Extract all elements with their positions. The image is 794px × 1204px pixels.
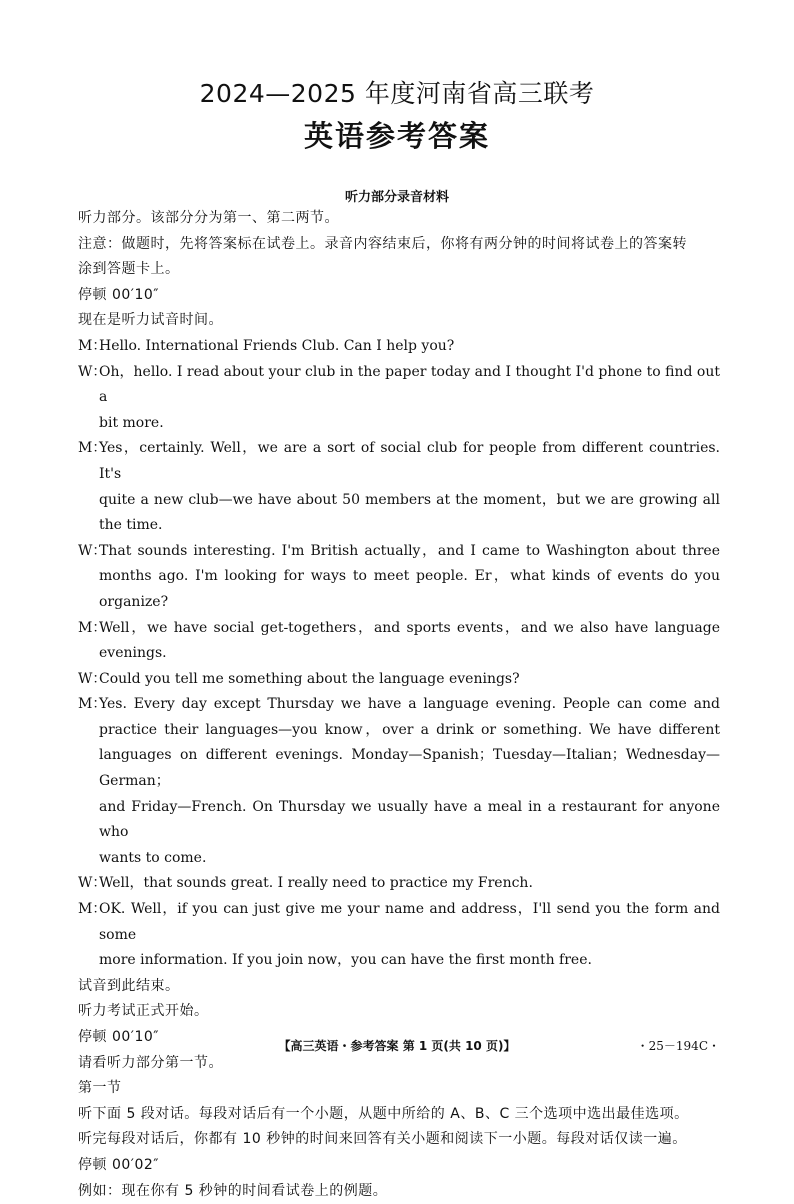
section-title: 听力部分录音材料 — [344, 190, 449, 205]
dialogue-line: and Friday—French. On Thursday we usually have a meal in a restaurant for anyone who — [99, 798, 720, 841]
pause-marker: 停顿 00′10″ — [78, 286, 159, 303]
intro-line: 听力部分。该部分分为第一、第二两节。 — [78, 210, 339, 226]
dialogue-line: Yes，certainly. Well，we are a sort of social club for people from different countries. It's — [99, 440, 720, 482]
speaker-label: W： — [78, 875, 107, 892]
instruction-line: 例如：现在你有 5 秒钟的时间看试卷上的例题。 — [78, 1182, 388, 1199]
intro-line: 现在是听力试音时间。 — [78, 312, 223, 329]
dialogue-turn — [78, 692, 720, 871]
speaker-label: M： — [78, 440, 107, 457]
instruction-line: 听完每段对话后，你都有 10 秒钟的时间来回答有关小题和阅读下一小题。每段对话仅读一遍。 — [78, 1131, 687, 1148]
document-title: 英语参考答案 — [303, 119, 490, 153]
dialogue-turn — [78, 334, 720, 360]
dialogue-line: months ago. I'm looking for ways to meet people. Er，what kinds of events do you organize? — [99, 568, 720, 610]
dialogue-line: OK. Well，if you can just give me your name and address，I'll send you the form and some — [99, 901, 720, 943]
dialogue-turn — [78, 539, 720, 616]
dialogue-line: That sounds interesting. I'm British actually，and I came to Washington about three — [99, 542, 720, 559]
dialogue-turn — [78, 360, 720, 437]
pause-marker: 停顿 00′10″ — [78, 1029, 159, 1045]
dialogue-line: evenings. — [99, 645, 167, 662]
exam-title: 2024—2025 年度河南省高三联考 — [199, 79, 595, 108]
dialogue-line: Yes. Every day except Thursday we have a language evening. People can come and — [99, 696, 720, 713]
dialogue-line: bit more. — [99, 414, 164, 431]
dialogue-line: Hello. International Friends Club. Can I help you? — [99, 337, 455, 354]
dialogue-line: languages on different evenings. Monday—Spanish；Tuesday—Italian；Wednesday—German； — [99, 747, 720, 790]
page-footer — [0, 1037, 794, 1057]
dialogue-line: wants to come. — [99, 849, 207, 866]
section-heading: 第一节 — [78, 1080, 122, 1097]
dialogue-turn — [78, 436, 720, 538]
speaker-label: W： — [78, 363, 107, 380]
speaker-label: W： — [78, 542, 107, 559]
dialogue-line: Could you tell me something about the language evenings? — [99, 670, 520, 687]
dialogue-turn — [78, 897, 720, 974]
instruction-line: 请看听力部分第一节。 — [78, 1054, 223, 1071]
dialogue-line: quite a new club—we have about 50 members at the moment，but we are growing all the time. — [99, 491, 720, 534]
speaker-label: M： — [78, 619, 107, 636]
dialogue-line: Oh，hello. I read about your club in the paper today and I thought I'd phone to find out a — [99, 363, 720, 406]
dialogue-turn — [78, 871, 720, 897]
speaker-label: M： — [78, 337, 107, 354]
dialogue-line: Well，that sounds great. I really need to practice my French. — [99, 875, 533, 892]
instruction-line: 试音到此结束。 — [78, 977, 180, 994]
speaker-label: M： — [78, 901, 107, 918]
footer-code: ・25－194C・ — [636, 1039, 720, 1053]
dialogue-turn — [78, 667, 720, 693]
speaker-label: M： — [78, 696, 107, 713]
instruction-line: 听力考试正式开始。 — [78, 1003, 209, 1020]
dialogue-turn — [78, 616, 720, 667]
dialogue-line: more information. If you join now，you can have the first month free. — [99, 952, 592, 969]
dialogue-line: practice their languages—you know，over a drink or something. We have different — [99, 721, 720, 738]
instruction-line: 听下面 5 段对话。每段对话后有一个小题，从题中所给的 A、B、C 三个选项中选出最佳选项。 — [78, 1105, 689, 1122]
intro-line: 涂到答题卡上。 — [78, 261, 180, 278]
speaker-label: W： — [78, 670, 107, 687]
dialogue-line: Well，we have social get-togethers，and sports events，and we also have language — [99, 619, 720, 636]
intro-line: 注意：做题时，先将答案标在试卷上。录音内容结束后，你将有两分钟的时间将试卷上的答案转 — [78, 235, 687, 252]
pause-marker: 停顿 00′02″ — [78, 1156, 159, 1173]
footer-page-info: 【高三英语・参考答案 第 1 页(共 10 页)】 — [278, 1039, 516, 1053]
